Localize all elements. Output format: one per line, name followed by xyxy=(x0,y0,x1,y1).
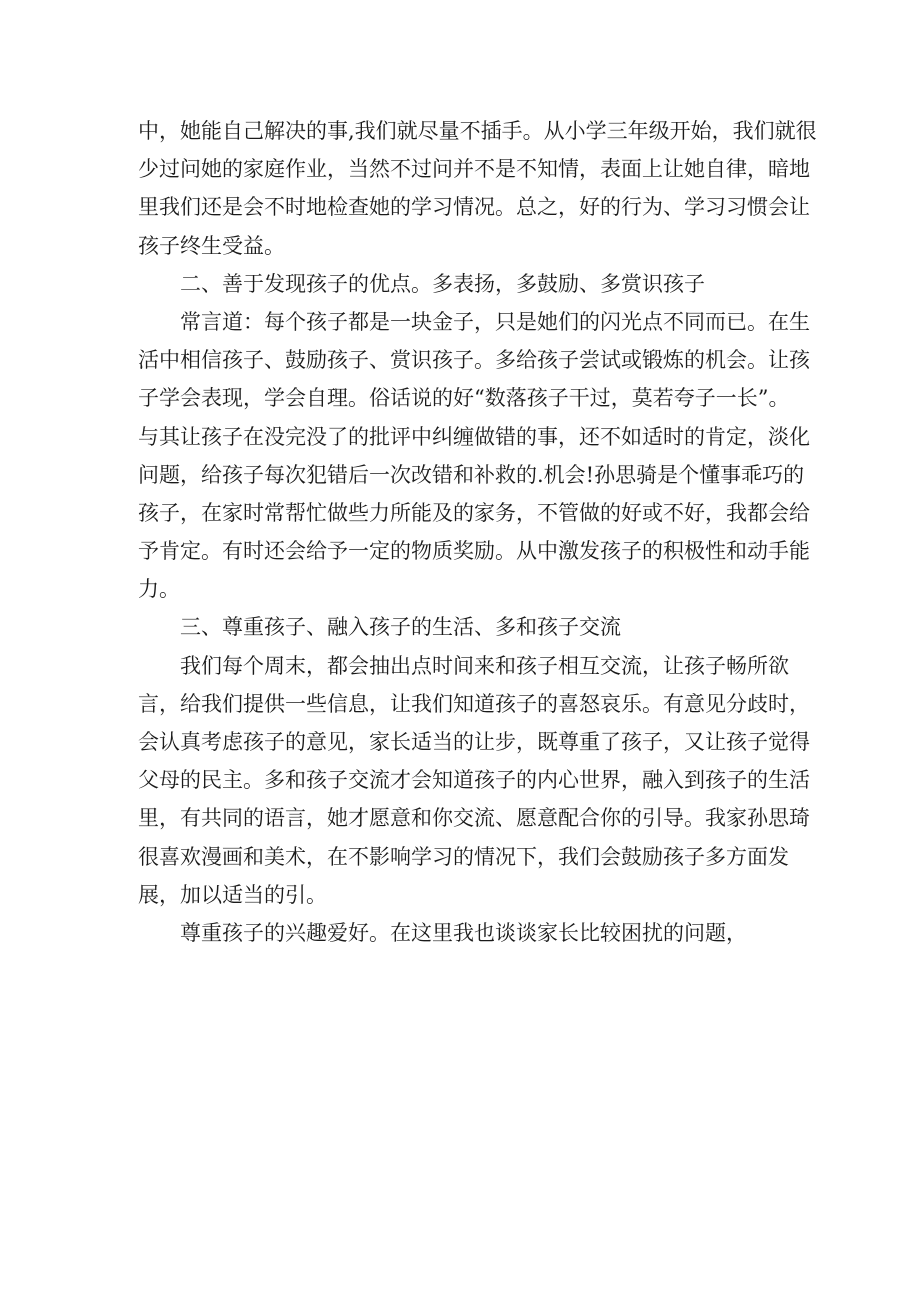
body-line: 里我们还是会不时地检查她的学习情况。总之，好的行为、学习习惯会让 xyxy=(138,195,810,220)
body-line: 力。 xyxy=(138,577,180,602)
body-line: 很喜欢漫画和美术，在不影响学习的情况下，我们会鼓励孩子多方面发 xyxy=(138,844,789,869)
body-line: 孩子，在家时常帮忙做些力所能及的家务，不管做的好或不好，我都会给 xyxy=(138,500,810,525)
body-line: 少过问她的家庭作业，当然不过问并不是不知情，表面上让她自律，暗地 xyxy=(138,157,810,182)
body-line: 子学会表现，学会自理。俗话说的好“数落孩子干过，莫若夸子一长”。 xyxy=(138,386,790,411)
body-line: 问题，给孩子每次犯错后一次改错和补救的.机会!孙思骑是个懂事乖巧的 xyxy=(138,462,805,487)
body-line: 里，有共同的语言，她才愿意和你交流、愿意配合你的引导。我家孙思琦 xyxy=(138,806,810,831)
body-line: 我们每个周末，都会抽出点时间来和孩子相互交流，让孩子畅所欲 xyxy=(180,653,789,678)
body-line: 父母的民主。多和孩子交流才会知道孩子的内心世界，融入到孩子的生活 xyxy=(138,768,810,793)
body-line: 孩子终生受益。 xyxy=(138,233,285,258)
body-line: 会认真考虑孩子的意见，家长适当的让步，既尊重了孩子，又让孩子觉得 xyxy=(138,730,810,754)
body-line: 尊重孩子的兴趣爱好。在这里我也谈谈家长比较困扰的问题， xyxy=(180,920,747,945)
body-line: 展，加以适当的引。 xyxy=(138,882,327,907)
section-heading: 二、善于发现孩子的优点。多表扬，多鼓励、多赏识孩子 xyxy=(180,271,705,296)
section-heading: 三、尊重孩子、融入孩子的生活、多和孩子交流 xyxy=(180,615,621,640)
body-line: 中，她能自己解决的事,我们就尽量不插手。从小学三年级开始，我们就很 xyxy=(138,119,817,143)
document-body xyxy=(138,112,817,952)
body-line: 言，给我们提供一些信息，让我们知道孩子的喜怒哀乐。有意见分歧时， xyxy=(138,691,810,716)
body-line: 与其让孩子在没完没了的批评中纠缠做错的事，还不如适时的肯定，淡化 xyxy=(138,424,810,449)
body-line: 常言道：每个孩子都是一块金子，只是她们的闪光点不同而已。在生 xyxy=(180,309,810,334)
body-line: 活中相信孩子、鼓励孩子、赏识孩子。多给孩子尝试或锻炼的机会。让孩 xyxy=(138,348,810,373)
body-line: 予肯定。有时还会给予一定的物质奖励。从中激发孩子的积极性和动手能 xyxy=(138,539,810,564)
